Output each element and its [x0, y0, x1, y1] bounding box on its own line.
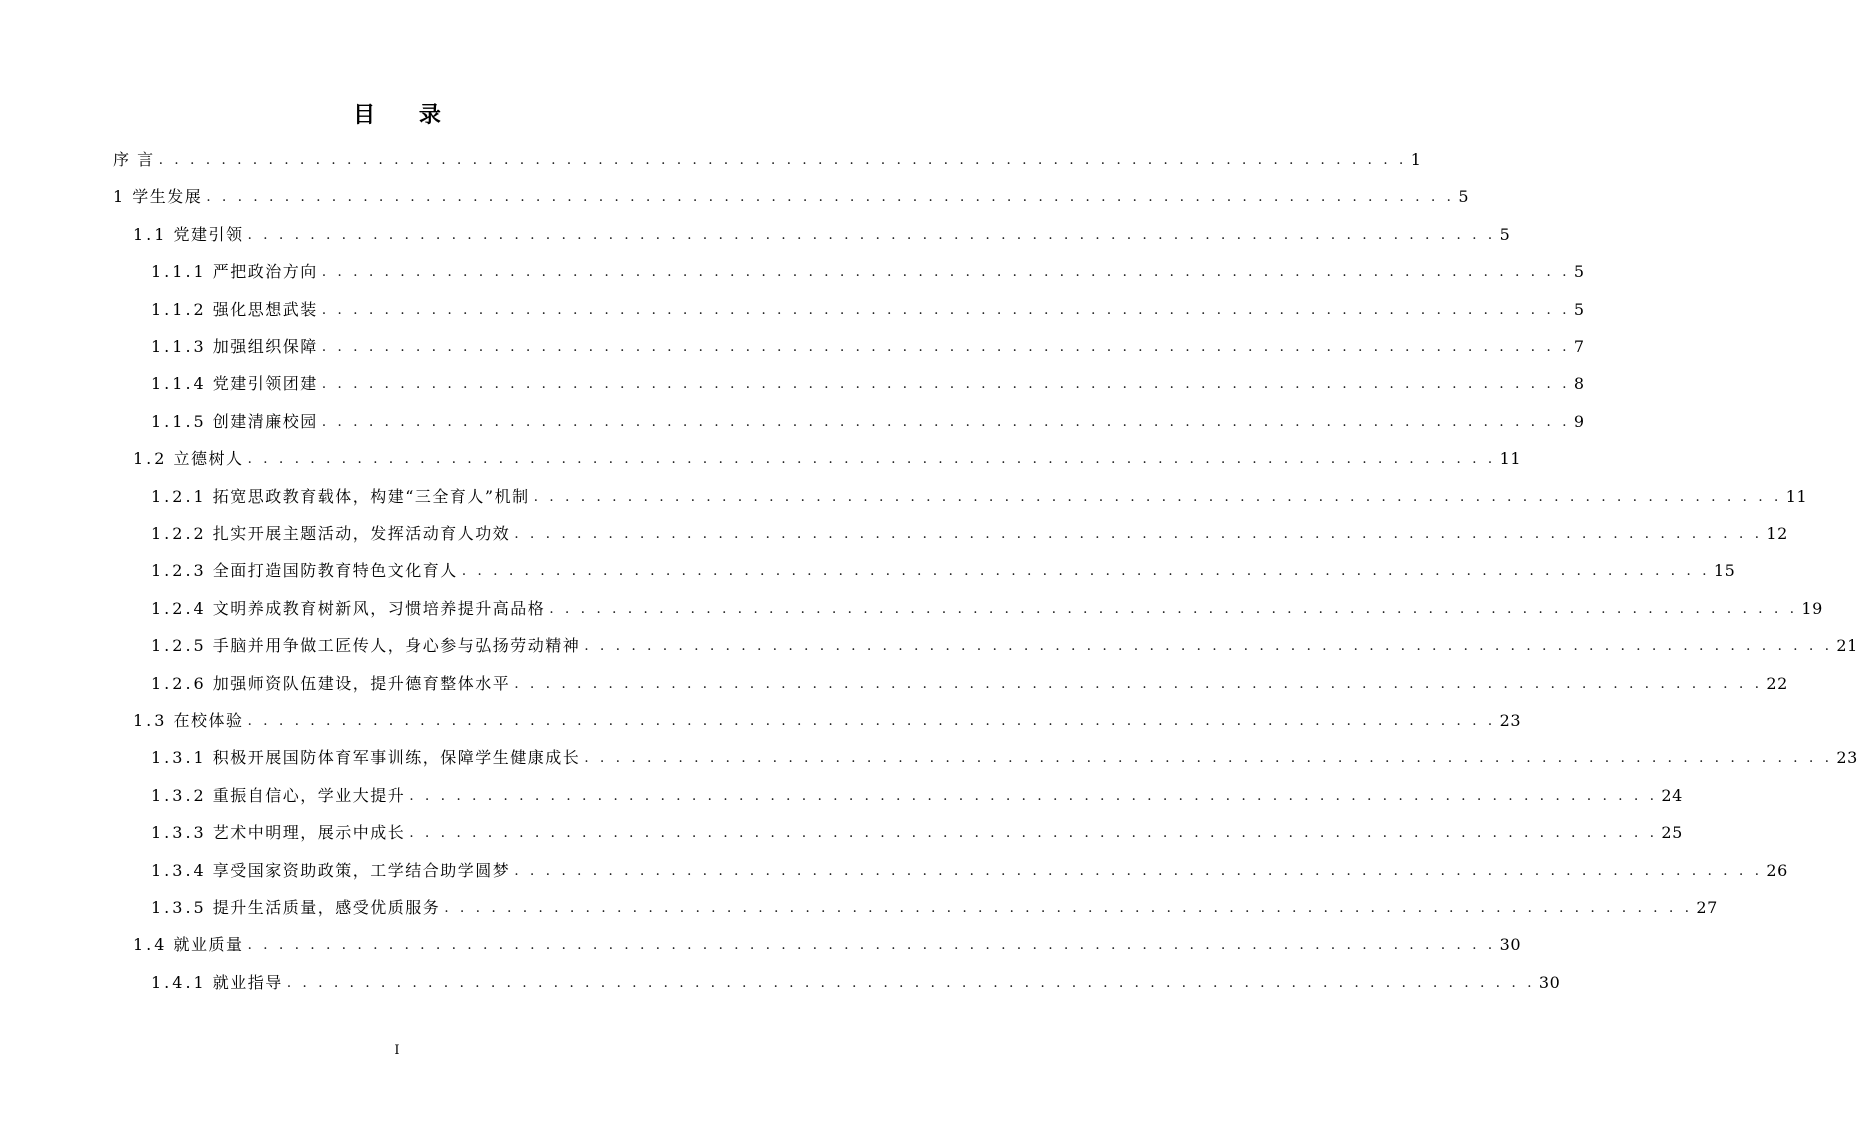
toc-entry-label: [133, 225, 243, 245]
toc-entry[interactable]: [113, 144, 1422, 170]
toc-entry-label: [151, 748, 580, 768]
toc-dot-leader: . . . . . . . . . . . . . . . . . . . . . . . . . . . . . . . . . . . . . . . . . . . . . . . . . . . . . . . . . . . . . . . . . . . . . . . . . . . . . . . .: [247, 937, 1496, 954]
toc-entry-label: [151, 262, 318, 282]
toc-dot-leader: . . . . . . . . . . . . . . . . . . . . . . . . . . . . . . . . . . . . . . . . . . . . . . . . . . . . . . . . . . . . . . . . . . . . . . . . . . . . . . . .: [247, 713, 1496, 729]
toc-entry-text: 就业质量: [173, 935, 244, 955]
toc-entry-page: 5: [1499, 224, 1511, 244]
toc-dot-leader: . . . . . . . . . . . . . . . . . . . . . . . . . . . . . . . . . . . . . . . . . . . . . . . . . . . . . . . . . . . . . . . . . . . . . . . . . . . . . . . .: [321, 413, 1570, 430]
toc-entry-number: 1.2: [133, 449, 168, 469]
toc-entry-page: 7: [1573, 337, 1585, 356]
toc-entry[interactable]: [151, 668, 1788, 694]
toc-entry[interactable]: [133, 929, 1522, 955]
toc-dot-leader: . . . . . . . . . . . . . . . . . . . . . . . . . . . . . . . . . . . . . . . . . . . . . . . . . . . . . . . . . . . . . . . . . . . . . . . . . . . . . . . .: [158, 152, 1407, 168]
toc-entry-label: [133, 935, 243, 955]
toc-dot-leader: . . . . . . . . . . . . . . . . . . . . . . . . . . . . . . . . . . . . . . . . . . . . . . . . . . . . . . . . . . . . . . . . . . . . . . . . . . . . . . . .: [584, 638, 1833, 655]
toc-dot-leader: . . . . . . . . . . . . . . . . . . . . . . . . . . . . . . . . . . . . . . . . . . . . . . . . . . . . . . . . . . . . . . . . . . . . . . . . . . . . . . . .: [533, 488, 1782, 505]
toc-entry[interactable]: [113, 181, 1470, 207]
toc-entry-text: 党建引领团建: [212, 374, 318, 394]
toc-entry-label: [151, 524, 510, 544]
toc-entry-number: 1: [113, 187, 127, 207]
toc-entry-text: 序 言: [113, 150, 155, 169]
toc-entry-label: [151, 337, 318, 357]
toc-dot-leader: . . . . . . . . . . . . . . . . . . . . . . . . . . . . . . . . . . . . . . . . . . . . . . . . . . . . . . . . . . . . . . . . . . . . . . . . . . . . . . . .: [461, 563, 1710, 580]
toc-entry-text: 享受国家资助政策，工学结合助学圆梦: [212, 860, 511, 880]
toc-entry-label: [133, 449, 243, 469]
toc-entry-text: 就业指导: [212, 972, 283, 992]
toc-entry-page: 26: [1766, 860, 1788, 880]
toc-title: 目 录: [353, 103, 459, 128]
toc-entry[interactable]: [151, 256, 1585, 282]
toc-entry-number: 1.3.1: [151, 748, 207, 768]
toc-entry-number: 1.1.4: [151, 374, 207, 394]
toc-entry[interactable]: [133, 219, 1511, 245]
toc-entry-label: [113, 187, 202, 207]
toc-entry-text: 加强师资队伍建设，提升德育整体水平: [212, 673, 511, 693]
toc-dot-leader: . . . . . . . . . . . . . . . . . . . . . . . . . . . . . . . . . . . . . . . . . . . . . . . . . . . . . . . . . . . . . . . . . . . . . . . . . . . . . . . .: [247, 451, 1496, 468]
toc-entry-page: 5: [1573, 262, 1585, 282]
toc-entry-label: [151, 861, 510, 881]
toc-entry-number: 1.2.1: [151, 486, 207, 506]
toc-entry-number: 1.2.5: [151, 636, 207, 656]
toc-entry-number: 1.1.5: [151, 411, 207, 431]
toc-entry-text: 提升生活质量，感受优质服务: [212, 898, 441, 917]
toc-entry[interactable]: [151, 481, 1808, 507]
toc-entry-label: [133, 711, 243, 731]
toc-entry-page: 5: [1458, 187, 1470, 207]
toc-dot-leader: . . . . . . . . . . . . . . . . . . . . . . . . . . . . . . . . . . . . . . . . . . . . . . . . . . . . . . . . . . . . . . . . . . . . . . . . . . . . . . . .: [514, 526, 1763, 542]
toc-entry[interactable]: [151, 892, 1718, 918]
toc-dot-leader: . . . . . . . . . . . . . . . . . . . . . . . . . . . . . . . . . . . . . . . . . . . . . . . . . . . . . . . . . . . . . . . . . . . . . . . . . . . . . . . .: [321, 376, 1570, 393]
toc-entry-text: 全面打造国防教育特色文化育人: [212, 561, 458, 581]
toc-entry-label: [151, 412, 318, 432]
toc-entry-text: 创建清廉校园: [212, 411, 318, 431]
toc-entry-page: 30: [1499, 935, 1522, 955]
toc-entry-label: [151, 674, 510, 694]
toc-entry-number: 1.1.3: [151, 337, 207, 356]
toc-entry-text: 严把政治方向: [212, 262, 318, 282]
toc-entry-text: 立德树人: [173, 449, 244, 469]
toc-dot-leader: . . . . . . . . . . . . . . . . . . . . . . . . . . . . . . . . . . . . . . . . . . . . . . . . . . . . . . . . . . . . . . . . . . . . . . . . . . . . . . . .: [247, 226, 1496, 243]
toc-entry-page: 11: [1499, 449, 1522, 469]
toc-entry[interactable]: [151, 294, 1585, 320]
toc-entry[interactable]: [133, 443, 1522, 469]
toc-dot-leader: . . . . . . . . . . . . . . . . . . . . . . . . . . . . . . . . . . . . . . . . . . . . . . . . . . . . . . . . . . . . . . . . . . . . . . . . . . . . . . . .: [584, 750, 1833, 767]
toc-entry-text: 在校体验: [173, 711, 244, 730]
toc-entry-number: 1.4: [133, 935, 168, 955]
toc-entry-label: [151, 487, 530, 507]
toc-entry-number: 1.1: [133, 224, 168, 244]
toc-entry[interactable]: [133, 705, 1522, 731]
toc-dot-leader: . . . . . . . . . . . . . . . . . . . . . . . . . . . . . . . . . . . . . . . . . . . . . . . . . . . . . . . . . . . . . . . . . . . . . . . . . . . . . . . .: [514, 862, 1763, 879]
toc-entry-page: 9: [1573, 411, 1585, 431]
toc-dot-leader: . . . . . . . . . . . . . . . . . . . . . . . . . . . . . . . . . . . . . . . . . . . . . . . . . . . . . . . . . . . . . . . . . . . . . . . . . . . . . . . .: [206, 189, 1455, 206]
toc-entry-label: [151, 898, 440, 918]
toc-dot-leader: . . . . . . . . . . . . . . . . . . . . . . . . . . . . . . . . . . . . . . . . . . . . . . . . . . . . . . . . . . . . . . . . . . . . . . . . . . . . . . . .: [444, 900, 1693, 916]
toc-entry-page: 1: [1410, 150, 1422, 169]
toc-dot-leader: . . . . . . . . . . . . . . . . . . . . . . . . . . . . . . . . . . . . . . . . . . . . . . . . . . . . . . . . . . . . . . . . . . . . . . . . . . . . . . . .: [514, 675, 1763, 692]
toc-entry[interactable]: [151, 518, 1788, 544]
toc-entry-text: 强化思想武装: [212, 299, 318, 319]
toc-entry-label: [113, 150, 155, 170]
toc-dot-leader: . . . . . . . . . . . . . . . . . . . . . . . . . . . . . . . . . . . . . . . . . . . . . . . . . . . . . . . . . . . . . . . . . . . . . . . . . . . . . . . .: [409, 787, 1658, 804]
toc-dot-leader: . . . . . . . . . . . . . . . . . . . . . . . . . . . . . . . . . . . . . . . . . . . . . . . . . . . . . . . . . . . . . . . . . . . . . . . . . . . . . . . .: [321, 339, 1570, 355]
toc-entry-text: 拓宽思政教育载体，构建“三全育人”机制: [212, 486, 530, 506]
toc-entry-number: 1.2.6: [151, 673, 207, 693]
toc-entry-text: 扎实开展主题活动，发挥活动育人功效: [212, 524, 511, 543]
toc-entry-label: [151, 823, 405, 843]
toc-entry[interactable]: [151, 817, 1683, 843]
toc-entry-text: 手脑并用争做工匠传人，身心参与弘扬劳动精神: [212, 636, 581, 656]
toc-dot-leader: . . . . . . . . . . . . . . . . . . . . . . . . . . . . . . . . . . . . . . . . . . . . . . . . . . . . . . . . . . . . . . . . . . . . . . . . . . . . . . . .: [321, 264, 1570, 281]
toc-entry[interactable]: [151, 780, 1683, 806]
toc-dot-leader: . . . . . . . . . . . . . . . . . . . . . . . . . . . . . . . . . . . . . . . . . . . . . . . . . . . . . . . . . . . . . . . . . . . . . . . . . . . . . . . .: [286, 974, 1535, 991]
toc-entry-number: 1.3.2: [151, 785, 207, 805]
toc-entry[interactable]: [151, 555, 1736, 581]
toc-entry-number: 1.3.3: [151, 823, 207, 843]
toc-entry-page: 30: [1538, 972, 1561, 992]
toc-entry-number: 1.1.1: [151, 262, 207, 282]
page-number: I: [394, 1043, 400, 1058]
toc-entry-label: [151, 599, 545, 619]
toc-dot-leader: . . . . . . . . . . . . . . . . . . . . . . . . . . . . . . . . . . . . . . . . . . . . . . . . . . . . . . . . . . . . . . . . . . . . . . . . . . . . . . . .: [321, 301, 1570, 318]
toc-entry-label: [151, 300, 318, 320]
toc-entry-label: [151, 786, 405, 806]
toc-entry-page: 5: [1573, 299, 1585, 319]
toc-entry-number: 1.2.3: [151, 561, 207, 581]
toc-entry-number: 1.2.4: [151, 598, 207, 618]
toc-entry-number: 1.4.1: [151, 972, 207, 992]
toc-entry-number: 1.3.4: [151, 860, 207, 880]
toc-entry[interactable]: [151, 368, 1585, 394]
toc-entry-text: 重振自信心，学业大提升: [212, 785, 406, 805]
toc-entry[interactable]: [151, 742, 1858, 768]
toc-dot-leader: . . . . . . . . . . . . . . . . . . . . . . . . . . . . . . . . . . . . . . . . . . . . . . . . . . . . . . . . . . . . . . . . . . . . . . . . . . . . . . . .: [409, 825, 1658, 842]
toc-entry-number: 1.1.2: [151, 299, 207, 319]
toc-entry-label: [151, 561, 458, 581]
toc-entry[interactable]: [151, 593, 1823, 619]
toc-entry-text: 党建引领: [173, 224, 244, 244]
toc-entry-number: 1.2.2: [151, 524, 207, 543]
toc-entry-text: 学生发展: [132, 187, 203, 207]
toc-entry-page: 19: [1801, 598, 1823, 618]
toc-entry-text: 文明养成教育树新风，习惯培养提升高品格: [212, 598, 546, 618]
toc-entry-page: 27: [1696, 898, 1718, 917]
toc-dot-leader: . . . . . . . . . . . . . . . . . . . . . . . . . . . . . . . . . . . . . . . . . . . . . . . . . . . . . . . . . . . . . . . . . . . . . . . . . . . . . . . .: [549, 600, 1798, 617]
toc-entry-page: 25: [1661, 823, 1683, 843]
toc-entry-page: 22: [1766, 673, 1788, 693]
toc-entry-label: [151, 374, 318, 394]
toc-entry-page: 23: [1836, 748, 1858, 768]
toc-entry-page: 24: [1661, 785, 1683, 805]
toc-entry[interactable]: [151, 967, 1561, 993]
toc-entry-page: 21: [1836, 636, 1858, 656]
toc-entry-text: 艺术中明理，展示中成长: [212, 823, 406, 843]
toc-entry[interactable]: [151, 406, 1585, 432]
toc-entry-page: 12: [1766, 524, 1788, 543]
toc-entry-label: [151, 636, 580, 656]
toc-entry-page: 11: [1785, 486, 1808, 506]
toc-entry[interactable]: [151, 855, 1788, 881]
toc-entry-label: [151, 973, 283, 993]
toc-entry-text: 积极开展国防体育军事训练，保障学生健康成长: [212, 748, 581, 768]
toc-entry-page: 15: [1713, 561, 1736, 581]
toc-entry[interactable]: [151, 630, 1858, 656]
toc-entry-number: 1.3.5: [151, 898, 207, 917]
toc-entry-page: 23: [1499, 711, 1522, 730]
toc-entry-page: 8: [1573, 374, 1585, 394]
toc-entry-number: 1.3: [133, 711, 168, 730]
toc-entry-text: 加强组织保障: [212, 337, 318, 356]
toc-entry[interactable]: [151, 331, 1585, 357]
